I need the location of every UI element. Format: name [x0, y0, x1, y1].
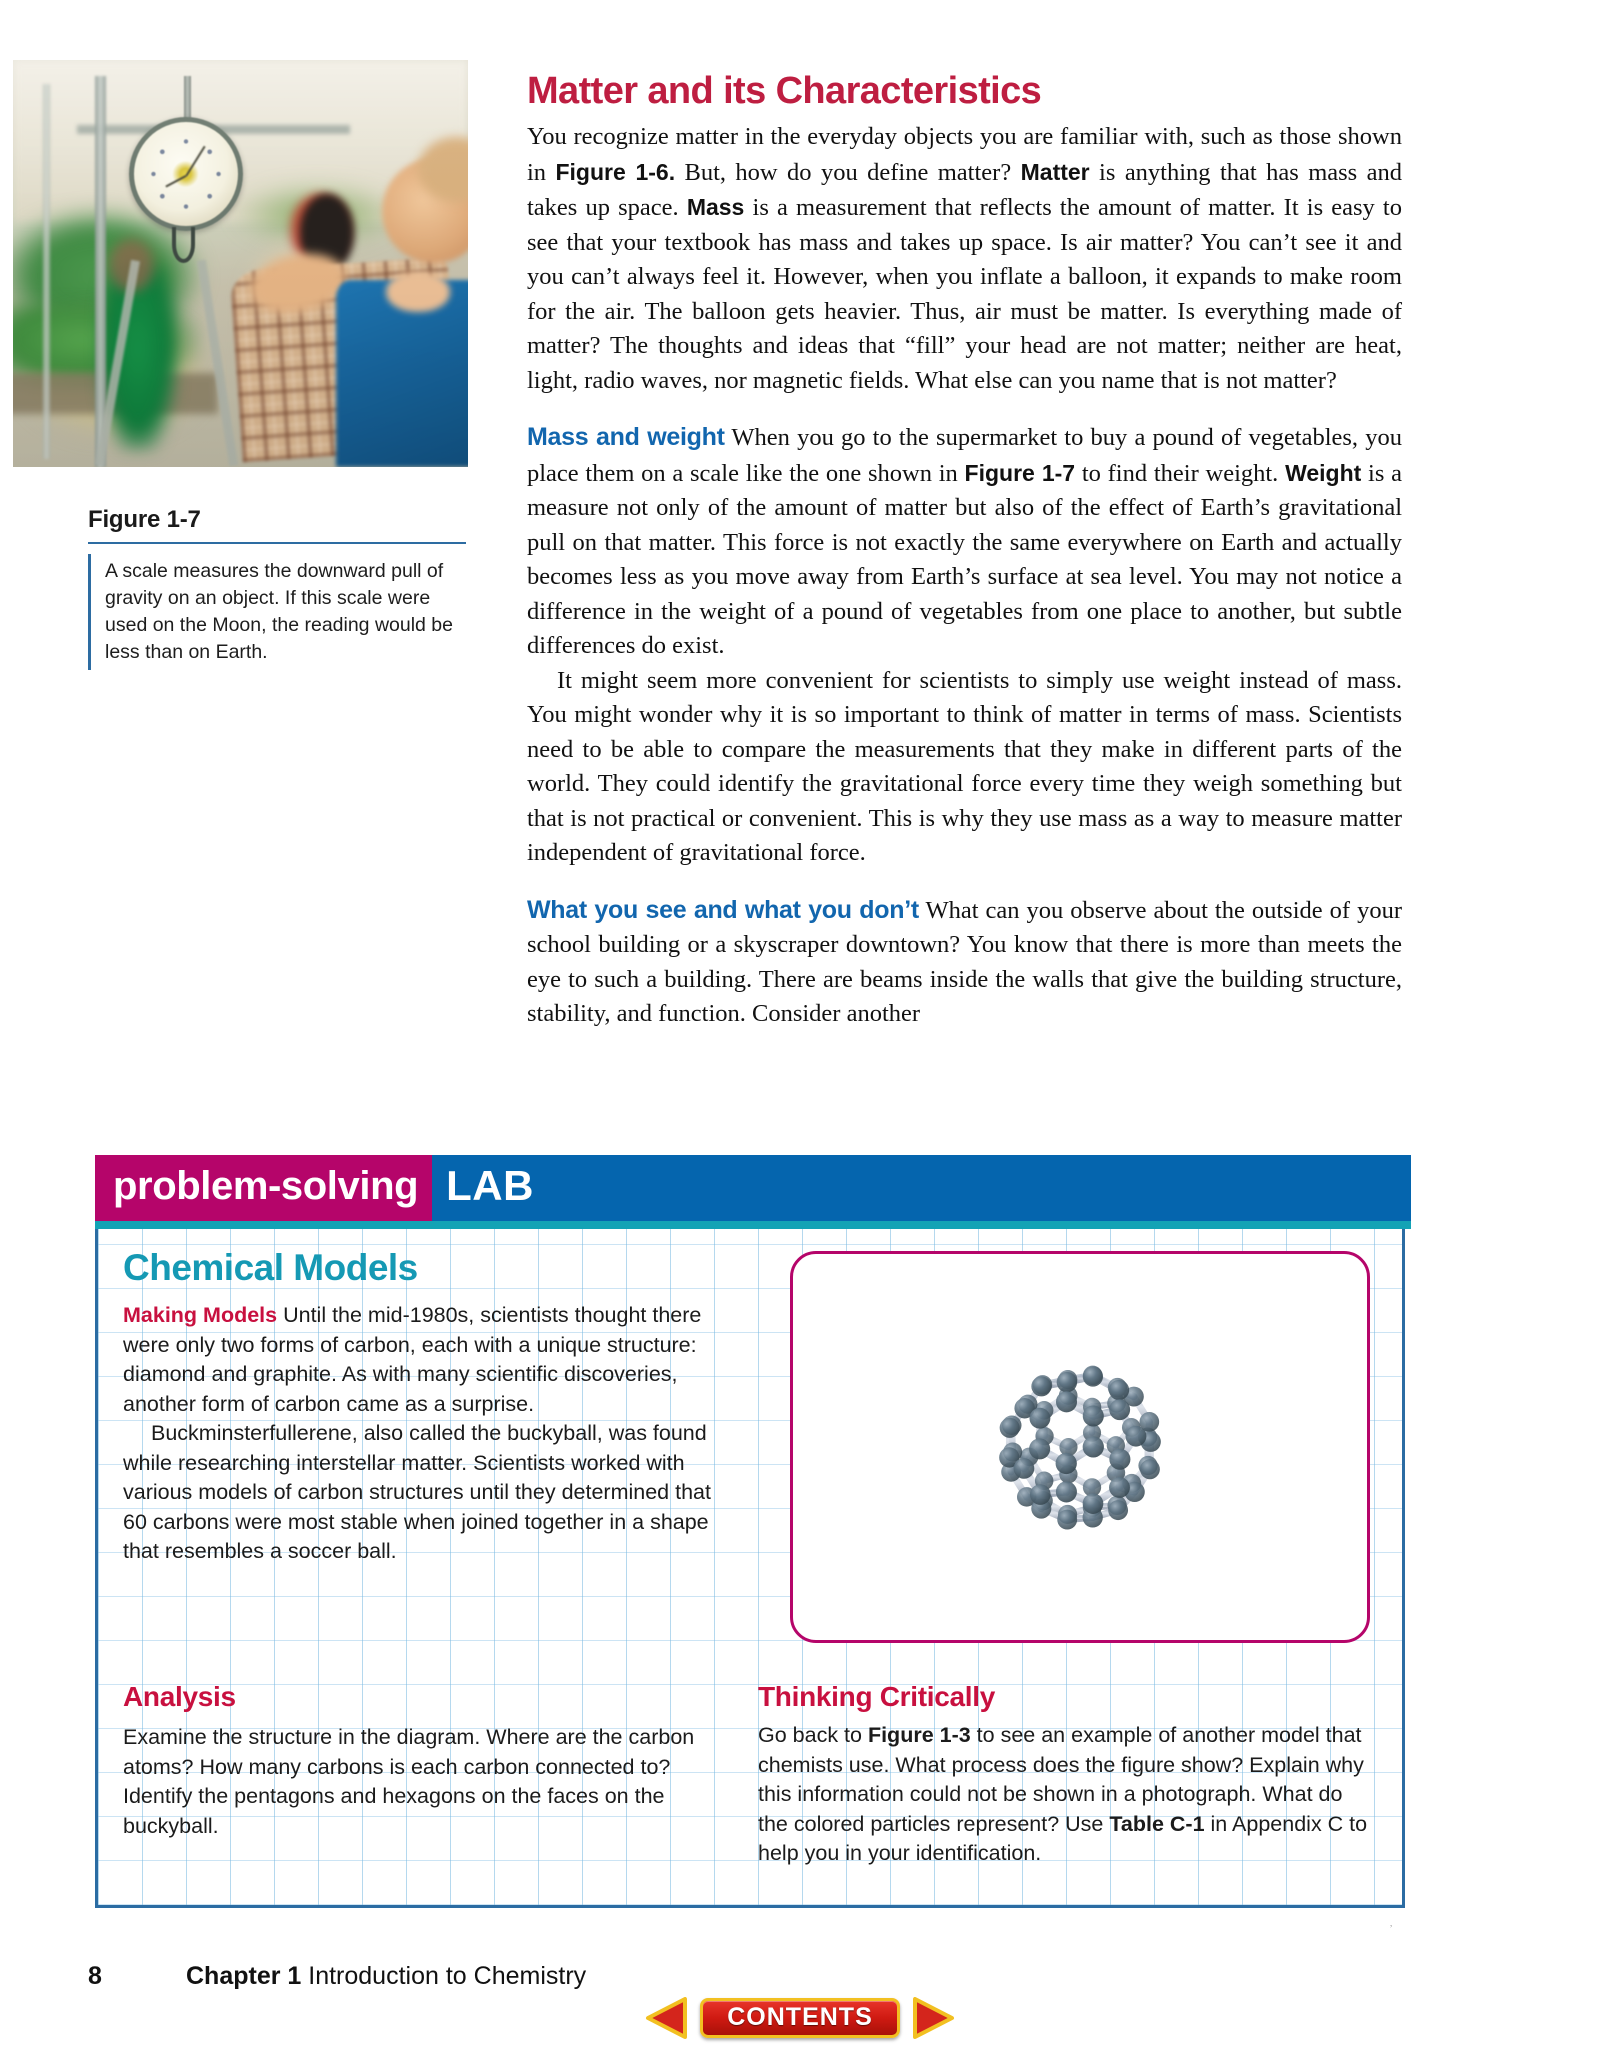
table-reference: Table C-1: [1109, 1811, 1205, 1836]
term-mass: Mass: [686, 194, 745, 220]
page-number: 8: [88, 1962, 102, 1990]
figure-1-7-photo: [13, 60, 468, 467]
lab-label-making-models: Making Models: [123, 1303, 278, 1327]
lab-analysis-text: Examine the structure in the diagram. Where are the carbon atoms? How many carbons is each carbon connected to? Identify the pentagons and hexagons on the faces on the buckyball.: [123, 1725, 695, 1838]
lab-teal-rule: [95, 1221, 1411, 1229]
text-run: to see an example of another model that chemists use. What process does the figure show? Explain why this information could not be shown in a photograph. What do the colored particles represent? Use: [758, 1723, 1364, 1836]
figure-rule: [88, 542, 466, 544]
figure-reference: Figure 1-6.: [555, 158, 676, 185]
main-text-column: [527, 68, 1402, 1032]
text-run: You recognize matter in the everyday objects you are familiar with, such as those shown in: [527, 123, 1402, 186]
paragraph-matter-definition: [527, 120, 1402, 398]
lab-thinking-critically-section: [758, 1681, 1368, 1869]
paragraph-mass-and-weight: [527, 420, 1402, 664]
text-run: is a measurement that reflects the amount of matter. It is easy to see that your textbook has mass and takes up space. Is air matter? You can’t see it and you can’t always feel it. However, when you inflate a balloon, it expands to make room for the air. The balloon gets heavier. Thus, air must be matter. Is everything made of matter? The thoughts and ideas that “fill” your head are not matter; neither are heat, light, radio waves, nor magnetic fields. What else can you name that is not matter?: [527, 194, 1402, 394]
lab-paragraph-buckyball: Buckminsterfullerene, also called the buckyball, was found while researching interstellar matter. Scientists worked with various models of carbon structures until they determined that 60 carbons were most stable when joined together in a shape that resembles a soccer ball.: [123, 1421, 711, 1563]
chapter-line: [186, 1962, 586, 1991]
prev-arrow-icon[interactable]: [645, 1997, 689, 2039]
term-weight: Weight: [1285, 459, 1362, 486]
figure-caption: A scale measures the downward pull of gravity on an object. If this scale were used on the Moon, the reading would be less than on Earth.: [88, 554, 466, 670]
buckyball-molecule-icon: [793, 1254, 1367, 1640]
subheading-what-you-see: What you see and what you don’t: [527, 895, 919, 924]
figure-reference: Figure 1-3: [867, 1723, 971, 1747]
figure-reference: Figure 1-7: [964, 459, 1076, 486]
lab-header: [95, 1155, 1411, 1221]
buckyball-diagram-box: [790, 1251, 1370, 1643]
page-navigation: [645, 1995, 955, 2040]
figure-label: Figure 1-7: [88, 506, 201, 533]
lab-header-problem-solving: problem-solving: [95, 1155, 432, 1221]
market-scale-photograph: [13, 60, 468, 467]
text-run: Go back to: [758, 1723, 868, 1747]
contents-button[interactable]: CONTENTS: [700, 1998, 900, 2038]
lab-left-column: [123, 1301, 723, 1567]
paragraph-what-you-see: [527, 893, 1402, 1032]
chapter-title: Introduction to Chemistry: [301, 1962, 587, 1990]
text-run: Until the mid-1980s, scientists thought there were only two forms of carbon, each with a unique structure: diamond and graphite. As with many scientific discoveries, another form of carbon came as a surprise.: [123, 1303, 702, 1416]
lab-title: Chemical Models: [123, 1247, 418, 1288]
page-title: Matter and its Characteristics: [527, 70, 1042, 112]
paragraph-why-mass: It might seem more convenient for scientists to simply use weight instead of mass. You might wonder why it is so important to think of matter in terms of mass. Scientists need to be able to compare the measurements that they make in different parts of the world. They could identify the gravitational force every time they weigh something but that is not practical or convenient. This is why they use mass as a way to measure matter independent of gravitational force.: [527, 666, 1402, 866]
lab-thinking-text: [758, 1721, 1368, 1869]
chapter-label: Chapter 1: [186, 1962, 302, 1990]
problem-solving-lab: [95, 1155, 1405, 1908]
term-matter: Matter: [1020, 158, 1090, 185]
text-run: in Appendix C to help you in your identification.: [758, 1811, 1368, 1865]
text-run: is anything that has mass and takes up space.: [527, 158, 1402, 221]
lab-header-lab: LAB: [432, 1155, 1411, 1221]
text-run: is a measure not only of the amount of matter but also of the effect of Earth’s gravitational pull on that matter. This force is not exactly the same everywhere on Earth and actually becomes less as you move away from Earth’s surface at sea level. You may not notice a difference in the weight of a pound of vegetables from one place to another, but subtle differences do exist.: [527, 459, 1403, 659]
lab-paragraph-making-models: [123, 1301, 723, 1419]
subheading-mass-and-weight: Mass and weight: [527, 423, 725, 451]
text-run: When you go to the supermarket to buy a pound of vegetables, you place them on a scale like the one shown in: [527, 424, 1402, 487]
lab-thinking-heading: Thinking Critically: [758, 1681, 996, 1712]
corner-mark: ,: [1390, 1918, 1393, 1928]
text-run: What can you observe about the outside of your school building or a skyscraper downtown? You know that there is more than meets the eye to such a building. There are beams inside the walls that give the building structure, stability, and function. Consider another: [527, 896, 1402, 1027]
next-arrow-icon[interactable]: [911, 1997, 955, 2039]
lab-analysis-heading: Analysis: [123, 1681, 236, 1712]
text-run: But, how do you define matter?: [675, 158, 1021, 186]
text-run: to find their weight.: [1075, 459, 1286, 487]
lab-analysis-section: [123, 1681, 723, 1841]
lab-body: [98, 1229, 1402, 1905]
